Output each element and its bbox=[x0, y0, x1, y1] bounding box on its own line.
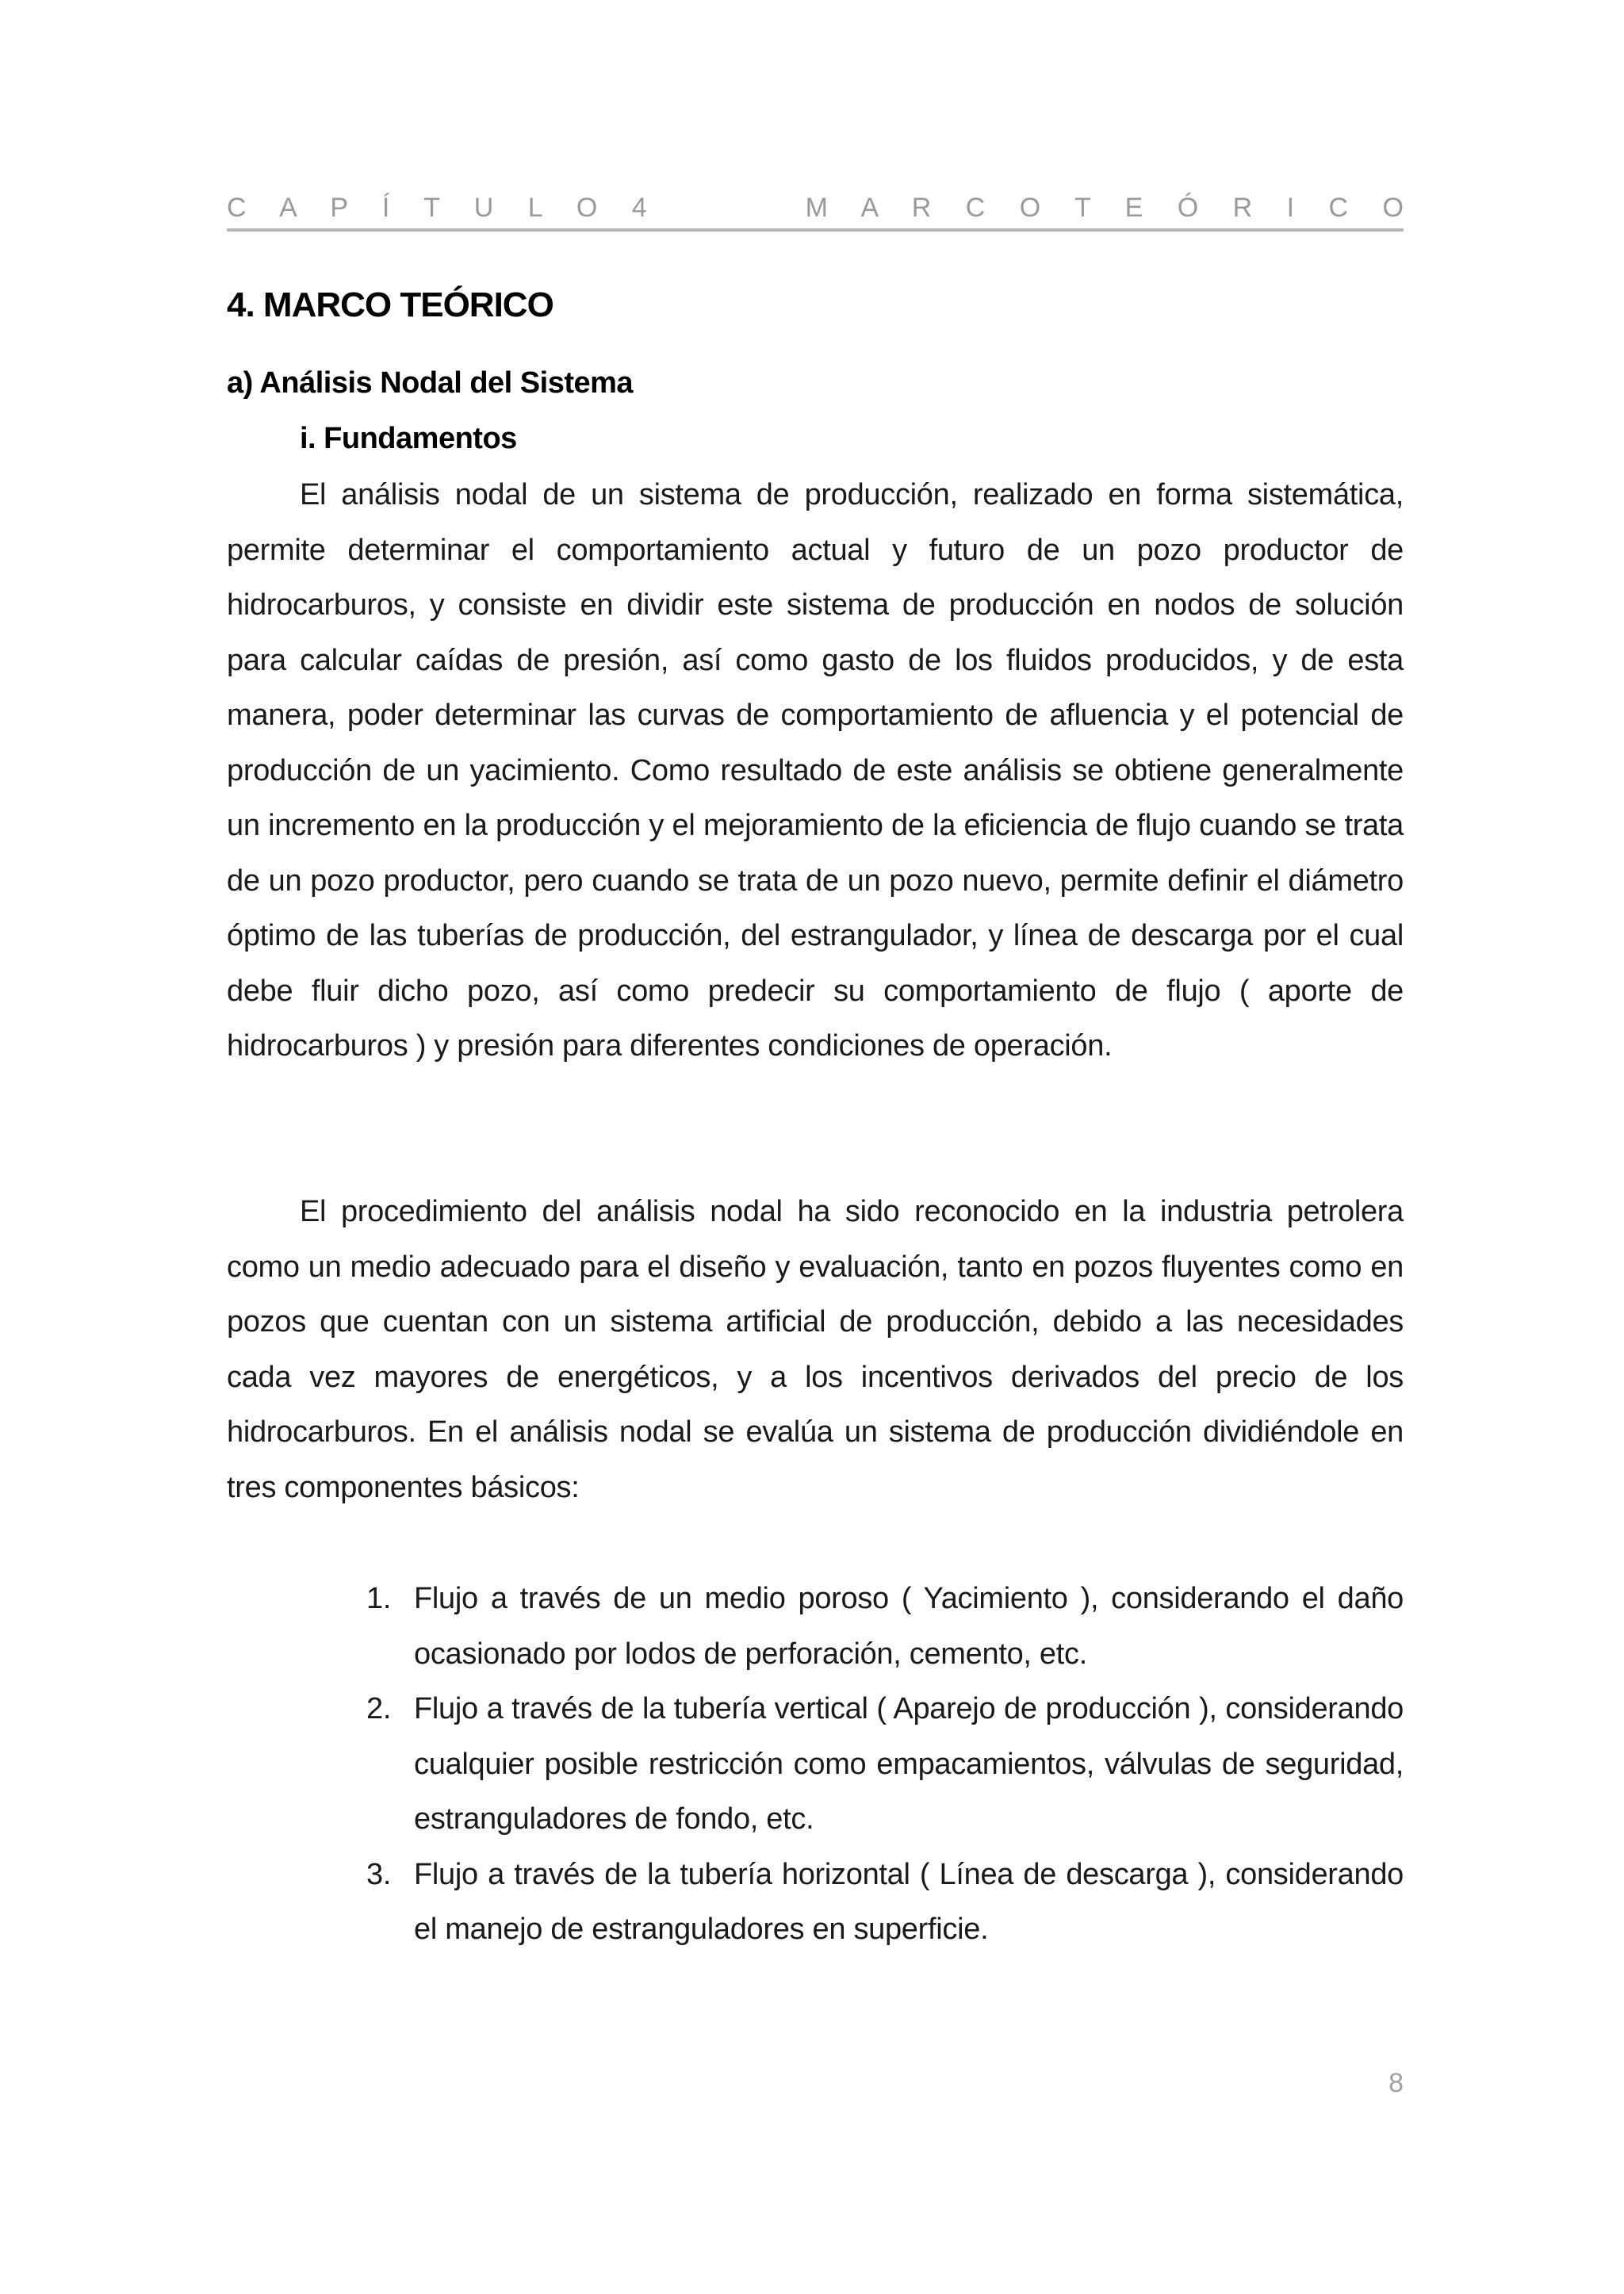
body-paragraph-1: El análisis nodal de un sistema de producción, realizado en forma sistemática, permite determinar el comportamiento actual y futuro de un pozo productor de hidrocarburos, y consiste en dividir este sistema de producción en nodos de solución para calcular caídas de presión, así como gasto de los fluidos producidos, y de esta manera, poder determinar las curvas de comportamiento de afluencia y el potencial de producción de un yacimiento. Como resultado de este análisis se obtiene generalmente un incremento en la producción y el mejoramiento de la eficiencia de flujo cuando se trata de un pozo productor, pero cuando se trata de un pozo nuevo, permite definir el diámetro óptimo de las tuberías de producción, del estrangulador, y línea de descarga por el cual debe fluir dicho pozo, así como predecir su comportamiento de flujo ( aporte de hidrocarburos ) y presión para diferentes condiciones de operación. bbox=[227, 478, 1404, 1063]
document-page bbox=[227, 0, 1417, 2294]
list-item bbox=[366, 1848, 1404, 1958]
list-item-number: 1. bbox=[366, 1582, 392, 1615]
header-chapter-label: C A P Í T U L O 4 bbox=[227, 193, 661, 223]
list-item bbox=[366, 1682, 1404, 1848]
page-number: 8 bbox=[1388, 2068, 1404, 2098]
section-title: a) Análisis Nodal del Sistema bbox=[227, 366, 634, 400]
list-item-text: Flujo a través de un medio poroso ( Yacimiento ), considerando el daño ocasionado por lodos de perforación, cemento, etc. bbox=[414, 1582, 1404, 1671]
header-rule bbox=[227, 228, 1404, 232]
chapter-title: 4. MARCO TEÓRICO bbox=[227, 285, 553, 324]
body-paragraph-2: El procedimiento del análisis nodal ha sido reconocido en la industria petrolera como un medio adecuado para el diseño y evaluación, tanto en pozos fluyentes como en pozos que cuentan con un sistema artificial de producción, debido a las necesidades cada vez mayores de energéticos, y a los incentivos derivados del precio de los hidrocarburos. En el análisis nodal se evalúa un sistema de producción dividiéndole en tres componentes básicos: bbox=[227, 1195, 1404, 1504]
list-item-number: 3. bbox=[366, 1857, 392, 1891]
running-header bbox=[227, 187, 1417, 224]
list-item bbox=[366, 1572, 1404, 1682]
list-item-number: 2. bbox=[366, 1692, 392, 1725]
header-section-label: M A R C O T E Ó R I C O bbox=[805, 193, 1417, 223]
subsection-title: i. Fundamentos bbox=[300, 422, 517, 455]
list-item-text: Flujo a través de la tubería vertical ( Aparejo de producción ), considerando cualquier posible restricción como empacamientos, válvulas de seguridad, estranguladores de fondo, etc. bbox=[414, 1692, 1404, 1836]
list-item-text: Flujo a través de la tubería horizontal ( Línea de descarga ), considerando el manejo de estranguladores en superficie. bbox=[414, 1857, 1404, 1946]
components-list bbox=[366, 1572, 1404, 1958]
